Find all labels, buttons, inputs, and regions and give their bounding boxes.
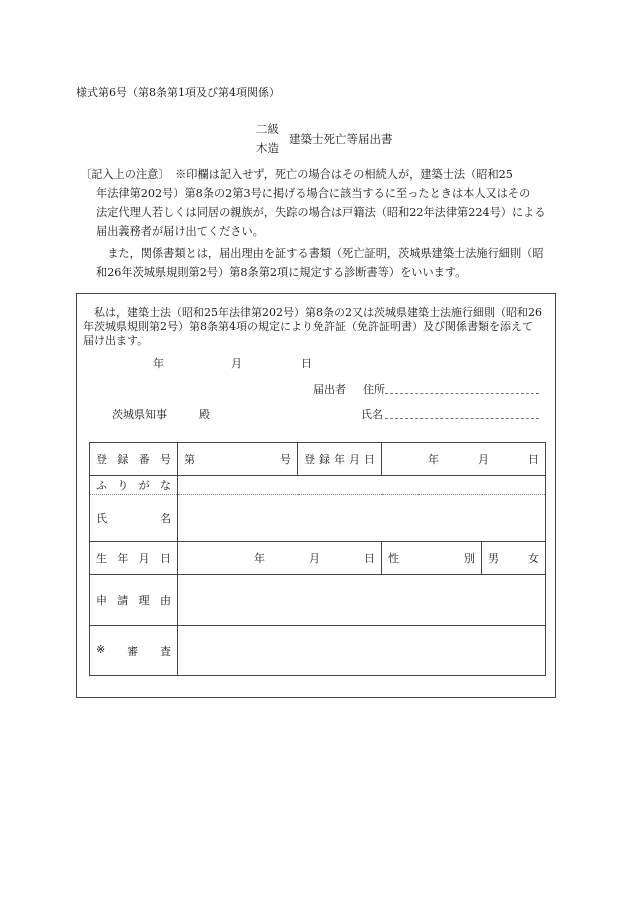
registration-number-field[interactable]: 第 号 [178, 443, 298, 476]
gender-field[interactable]: 男 女 [482, 542, 546, 575]
full-name-field[interactable] [178, 495, 546, 542]
registration-date-label: 登 録 年 月 日 [298, 443, 382, 476]
note-line: 届出義務者が届け出てください。 [96, 225, 264, 238]
declaration-line: 届け出ます。 [83, 334, 149, 347]
submission-date[interactable] [153, 355, 312, 371]
full-name-label: 氏 名 [90, 495, 178, 542]
title-grade-first: 二級 [256, 122, 279, 136]
title-grade-second: 木造 [256, 141, 279, 155]
name-field[interactable] [385, 418, 539, 419]
note-line: また，関係書類とは，届出理由を証する書類（死亡証明，茨城県建築士法施行細則（昭 [96, 247, 544, 260]
honorific: 殿 [199, 408, 210, 421]
registration-number-label: 登 録 番 号 [90, 443, 178, 476]
registration-table [89, 442, 546, 676]
table-row [90, 626, 546, 676]
document-title: 建築士死亡等届出書 [289, 132, 393, 146]
note-line: 年法律第202号）第8条の2第3号に掲げる場合に該当するに至ったときは本人又はその [96, 187, 531, 200]
review-label: ※ 審 査 [90, 626, 178, 676]
date-year-label: 年 [153, 357, 164, 370]
instructions-note-additional [80, 244, 550, 282]
declaration-line: 年茨城県規則第2号）第8条第4項の規定により免許証（免許証明書）及び関係書類を添えて [83, 320, 533, 333]
date-month-label: 月 [231, 357, 242, 370]
registration-date-field[interactable]: 年 月 日 [382, 443, 546, 476]
note-line: 和26年茨城県規則第2号）第8条第2項に規定する診断書等）をいいます。 [96, 266, 467, 279]
gender-label: 性 別 [382, 542, 482, 575]
date-day-label: 日 [301, 357, 312, 370]
instructions-note [80, 165, 550, 241]
table-row [90, 443, 546, 476]
note-line: 法定代理人若しくは同居の親族が，失踪の場合は戸籍法（昭和22年法律第224号）による [96, 206, 546, 219]
review-field [178, 626, 546, 676]
table-row [90, 476, 546, 495]
address-field[interactable] [385, 393, 539, 394]
note-line: 〔記入上の注意〕 ※印欄は記入せず，死亡の場合はその相続人が，建築士法（昭和25 [80, 168, 513, 181]
applicant-label: 届出者 [313, 383, 346, 396]
furigana-label: ふ り が な [90, 476, 178, 495]
birthdate-field[interactable]: 年 月 日 [178, 542, 382, 575]
name-label: 氏名 [361, 408, 383, 421]
application-form-box [76, 293, 556, 698]
reason-label: 申 請 理 由 [90, 575, 178, 626]
reason-field[interactable] [178, 575, 546, 626]
table-row [90, 575, 546, 626]
table-row [90, 542, 546, 575]
declaration-text [83, 306, 551, 348]
declaration-line: 私は，建築士法（昭和25年法律第202号）第8条の2又は茨城県建築士法施行細則（昭和26 [83, 306, 542, 319]
furigana-field[interactable] [178, 476, 546, 495]
address-label: 住所 [363, 383, 385, 396]
addressee: 茨城県知事 [112, 408, 167, 421]
birthdate-label: 生 年 月 日 [90, 542, 178, 575]
table-row [90, 495, 546, 542]
form-number: 様式第6号（第8条第1項及び第4項関係） [76, 86, 280, 99]
